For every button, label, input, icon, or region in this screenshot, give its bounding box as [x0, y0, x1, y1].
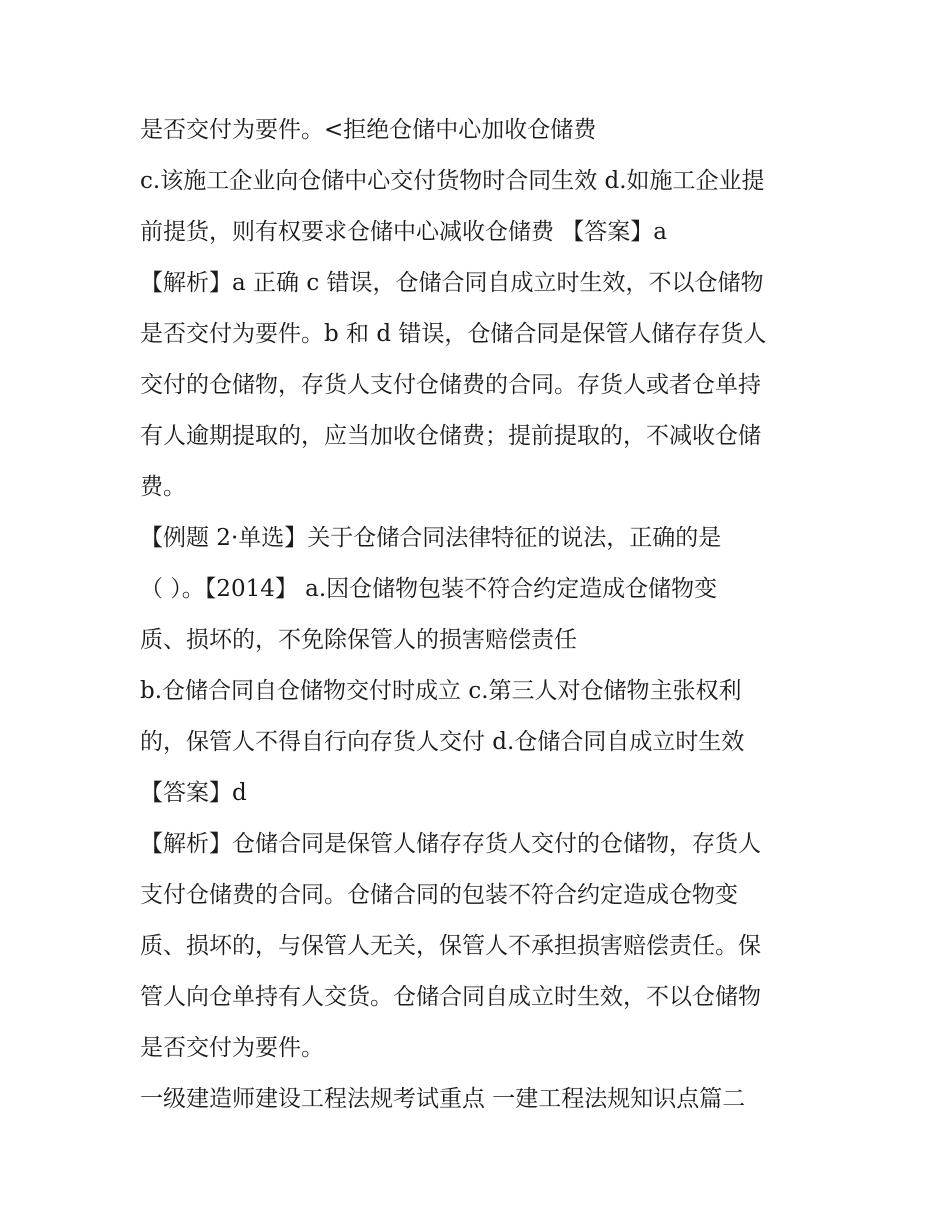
- text-line: 一级建造师建设工程法规考试重点 一建工程法规知识点篇二: [140, 1086, 746, 1112]
- text-line: c.该施工企业向仓储中心交付货物时合同生效 d.如施工企业提: [140, 168, 765, 194]
- text-line: 的，保管人不得自行向存货人交付 d.仓储合同自成立时生效: [140, 729, 745, 755]
- text-line: 费。: [140, 474, 186, 500]
- text-line: 【解析】仓储合同是保管人储存存货人交付的仓储物，存货人: [140, 831, 761, 857]
- text-line: 是否交付为要件。<拒绝仓储中心加收仓储费: [140, 117, 597, 143]
- text-line: 有人逾期提取的，应当加收仓储费；提前提取的，不减收仓储: [140, 423, 761, 449]
- text-line: 前提货，则有权要求仓储中心减收仓储费 【答案】a: [140, 219, 668, 245]
- text-line: b.仓储合同自仓储物交付时成立 c.第三人对仓储物主张权利: [140, 678, 742, 704]
- text-line: 是否交付为要件。b 和 d 错误，仓储合同是保管人储存存货人: [140, 321, 767, 347]
- text-line: 支付仓储费的合同。仓储合同的包装不符合约定造成仓物变: [140, 882, 738, 908]
- text-line: （ ）。【2014】 a.因仓储物包装不符合约定造成仓储物变: [140, 576, 718, 602]
- text-line: 【例题 2·单选】关于仓储合同法律特征的说法，正确的是: [140, 525, 722, 551]
- text-line: 【解析】a 正确 c 错误，仓储合同自成立时生效，不以仓储物: [140, 270, 764, 296]
- text-line: 交付的仓储物，存货人支付仓储费的合同。存货人或者仓单持: [140, 372, 761, 398]
- document-body: [140, 105, 820, 1125]
- text-line: 【答案】d: [140, 780, 247, 806]
- text-line: 质、损坏的，与保管人无关，保管人不承担损害赔偿责任。保: [140, 933, 761, 959]
- text-line: 是否交付为要件。: [140, 1035, 324, 1061]
- text-line: 管人向仓单持有人交货。仓储合同自成立时生效，不以仓储物: [140, 984, 761, 1010]
- text-line: 质、损坏的，不免除保管人的损害赔偿责任: [140, 627, 577, 653]
